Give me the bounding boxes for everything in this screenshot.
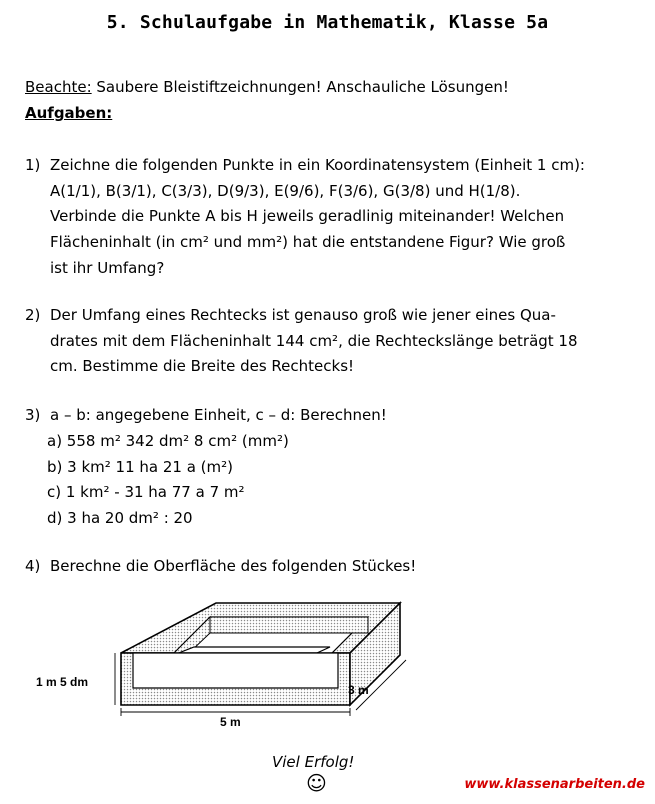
smiley-icon: ☺ (306, 771, 327, 795)
page-title: 5. Schulaufgabe in Mathematik, Klasse 5a (106, 12, 549, 33)
task3-item-a: a) 558 m² 342 dm² 8 cm² (mm²) (47, 432, 289, 450)
website-link[interactable]: www.klassenarbeiten.de (464, 777, 645, 792)
task1-number: 1) (25, 156, 41, 174)
task2-line-3: cm. Bestimme die Breite des Rechtecks! (50, 357, 355, 375)
task1-line-4: Flächeninhalt (in cm² und mm²) hat die entstandene Figur? Wie groß (50, 233, 566, 251)
task4-text: Berechne die Oberfläche des folgenden Stückes! (50, 557, 417, 575)
aufgaben-label: Aufgaben: (25, 104, 113, 122)
task1-line-3: Verbinde die Punkte A bis H jeweils geradlinig miteinander! Welchen (50, 207, 565, 225)
task3-item-d: d) 3 ha 20 dm² : 20 (47, 509, 193, 527)
task3-item-b: b) 3 km² 11 ha 21 a (m²) (47, 458, 233, 476)
task3-intro: a – b: angegebene Einheit, c – d: Berechnen! (50, 406, 387, 424)
intro-beachte-line (25, 78, 509, 96)
beachte-text: Saubere Bleistiftzeichnungen! Anschauliche Lösungen! (91, 78, 509, 96)
solid-figure (30, 595, 420, 735)
width-label: 5 m (220, 715, 241, 729)
task3-item-c: c) 1 km² - 31 ha 77 a 7 m² (47, 483, 245, 501)
task3-number: 3) (25, 406, 41, 424)
task2-line-2: drates mit dem Flächeninhalt 144 cm², die Rechteckslänge beträgt 18 (50, 332, 578, 350)
task4-number: 4) (25, 557, 41, 575)
task1-line-1: Zeichne die folgenden Punkte in ein Koordinatensystem (Einheit 1 cm): (50, 156, 585, 174)
task1-line-5: ist ihr Umfang? (50, 259, 165, 277)
depth-label: 3 m (348, 683, 369, 697)
task2-line-1: Der Umfang eines Rechtecks ist genauso groß wie jener eines Qua- (50, 306, 556, 324)
height-label: 1 m 5 dm (36, 675, 89, 689)
beachte-label: Beachte: (25, 78, 92, 96)
task1-line-2: A(1/1), B(3/1), C(3/3), D(9/3), E(9/6), F(3/6), G(3/8) und H(1/8). (50, 182, 521, 200)
front-opening (133, 653, 338, 688)
task2-number: 2) (25, 306, 41, 324)
inner-wall-back (210, 617, 368, 633)
closing-text: Viel Erfolg! (272, 753, 355, 771)
solid-drawing (30, 595, 420, 735)
